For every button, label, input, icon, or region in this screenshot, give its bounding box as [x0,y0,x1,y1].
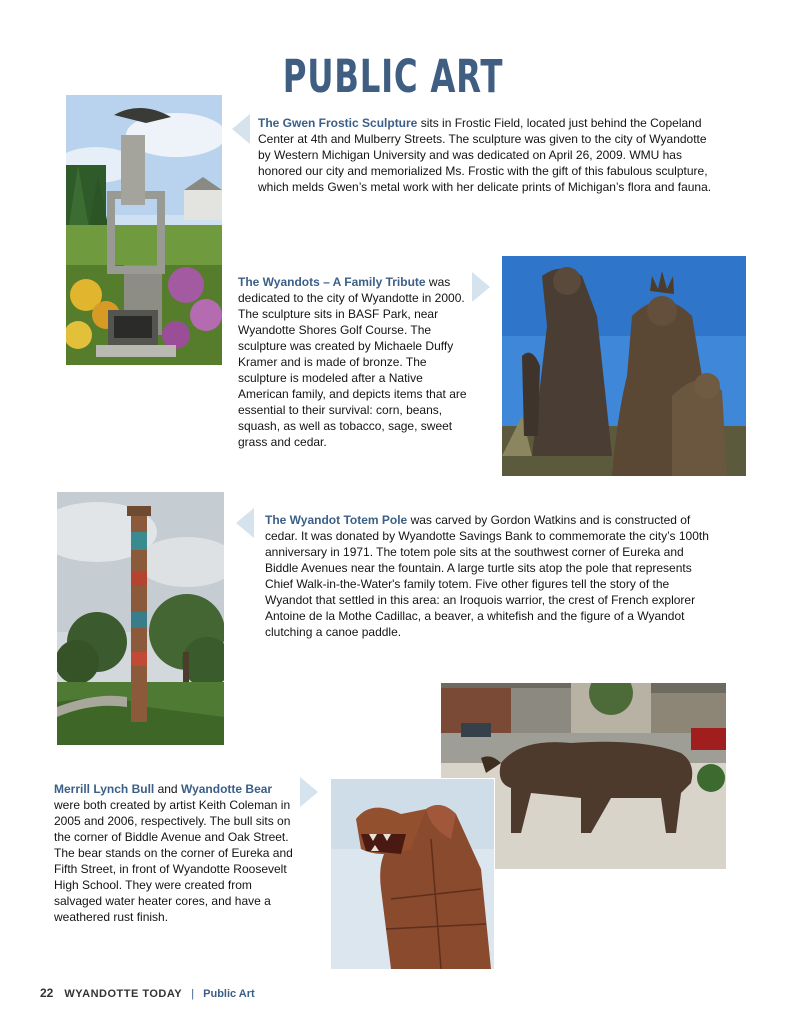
pointer-arrow-icon [236,508,254,538]
gwen-frostic-sculpture-photo [66,95,222,365]
pointer-arrow-icon [300,777,318,807]
article-highlight: Merrill Lynch Bull [54,782,155,796]
pointer-arrow-icon [232,114,250,144]
wyandotte-bear-photo [330,778,495,970]
article-connector: and [154,782,181,796]
article-highlight: The Wyandots – A Family Tribute [238,275,426,289]
article-highlight: The Gwen Frostic Sculpture [258,116,418,130]
article-wyandots-family [238,274,470,450]
article-text: was carved by Gordon Watkins and is constructed of cedar. It was donated by Wyandotte Savings Bank to commemorate the city’s 100th anniversary in 1971. The totem pole sits at the southwest corner of Eureka and Biddle Avenues near the fountain. A large turtle sits atop the pole that represents Chief Walk-in-the-Water's family totem. Five other figures tell the story of the Wyandot that settled in this area: an Iroquois warrior, the crest of French explorer Antoine de la Mothe Cadillac, a beaver, a whitefish and the figure of a Wyandot clutching a canoe paddle. [265,513,709,639]
page-footer [40,986,255,1000]
article-text: were both created by artist Keith Coleman in 2005 and 2006, respectively. The bull sits on the corner of Biddle Avenue and Oak Street. The bear stands on the corner of Eureka and Fifth Street, in front of Wyandotte Roosevelt High School. They were created from salvaged water heater cores, and have a weathered rust finish. [54,798,293,924]
footer-separator: | [191,988,195,1000]
article-highlight: The Wyandot Totem Pole [265,513,408,527]
article-gwen-frostic [258,115,720,195]
article-text: was dedicated to the city of Wyandotte in 2000. The sculpture sits in BASF Park, near Wyandotte Shores Golf Course. The sculpture was created by Michaele Duffy Kramer and is made of bronze. The sculpture is modeled after a Native American family, and depicts items that are essential to their survival: corn, beans, squash, as well as tobacco, sage, sweet grass and cedar. [238,275,467,449]
wyandots-family-tribute-photo [502,256,746,476]
article-bull-bear [54,781,294,925]
pointer-arrow-icon [472,272,490,302]
publication-name: WYANDOTTE TODAY [64,988,183,1000]
article-text: sits in Frostic Field, located just behind the Copeland Center at 4th and Mulberry Streets. The sculpture was given to the city of Wyandotte by Western Michigan University and was dedicated on April 26, 2009. WMU has honored our city and memorialized Ms. Frostic with the gift of this fabulous sculpture, which melds Gwen’s metal work with her delicate prints of Michigan’s flora and fauna. [258,116,712,194]
page-number: 22 [40,986,54,1000]
section-name: Public Art [203,988,255,1000]
article-highlight-secondary: Wyandotte Bear [180,782,273,796]
page-title: PUBLIC ART [282,50,504,103]
article-totem-pole [265,512,711,640]
wyandot-totem-pole-photo [57,492,224,745]
